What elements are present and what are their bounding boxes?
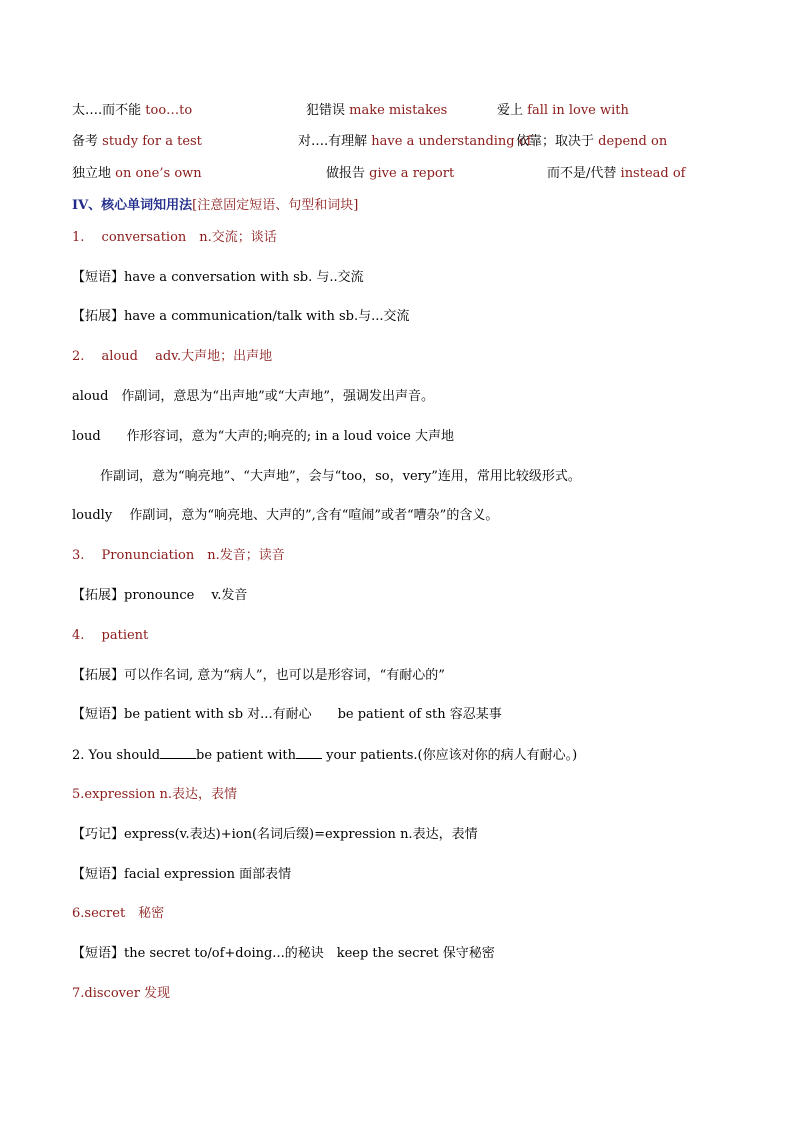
phrase-cn: 而不是/代替	[547, 166, 617, 181]
phrase-2-3	[516, 133, 667, 151]
phrase-2-1	[72, 133, 202, 151]
tip-text: express(v.表达)+ion(名词后缀)=expression n.表达，表情	[124, 827, 478, 842]
item-2-aloud: aloud 作副词，意思为“出声地”或“大声地”，强调发出声音。	[72, 389, 435, 404]
item-5-tip	[72, 826, 478, 844]
section-note: [注意固定短语、句型和词块]	[192, 198, 359, 213]
phrase-cn: 太….而不能	[72, 103, 142, 118]
tag-label: 【短语】	[72, 270, 125, 285]
item-7-heading: 7.discover 发现	[72, 986, 171, 1001]
phrase-cn: 备考	[72, 134, 99, 149]
section-heading	[72, 197, 358, 215]
phrase-2-2	[298, 133, 531, 151]
item-1-phrase	[72, 269, 364, 287]
phrase-en: give a report	[369, 166, 455, 181]
phrase-3-1	[72, 165, 202, 183]
tag-label: 【拓展】	[72, 309, 125, 324]
section-title: IV、核心单词知用法	[72, 198, 193, 213]
item-3-extension	[72, 587, 247, 605]
extension-text: 可以作名词, 意为“病人”，也可以是形容词，“有耐心的”	[124, 668, 445, 683]
phrase-cn: 爱上	[497, 103, 524, 118]
tag-label: 【拓展】	[72, 668, 125, 683]
phrase-en: study for a test	[102, 134, 202, 149]
phrase-en: depend on	[598, 134, 668, 149]
item-1-extension	[72, 308, 410, 326]
exercise-text-c: your patients.(你应该对你的病人有耐心。)	[326, 748, 578, 763]
phrase-en: have a understanding of	[371, 134, 532, 149]
phrase-text: be patient with sb 对...有耐心 be patient of sth 容忍某事	[124, 707, 502, 722]
phrase-3-3	[547, 165, 686, 183]
phrase-cn: 依靠；取决于	[516, 134, 595, 149]
phrase-cn: 对….有理解	[298, 134, 368, 149]
extension-text: have a communication/talk with sb.与...交流	[124, 309, 410, 324]
phrase-cn: 独立地	[72, 166, 112, 181]
item-5-heading: 5.expression n.表达，表情	[72, 787, 237, 802]
phrase-1-1	[72, 102, 192, 120]
tag-label: 【拓展】	[72, 588, 125, 603]
phrase-en: fall in love with	[527, 103, 629, 118]
extension-text: pronounce v.发音	[124, 588, 248, 603]
tag-label: 【短语】	[72, 867, 125, 882]
phrase-1-3	[497, 102, 629, 120]
phrase-en: too…to	[145, 103, 193, 118]
phrase-cn: 做报告	[326, 166, 366, 181]
phrase-3-2	[326, 165, 454, 183]
phrase-text: facial expression 面部表情	[124, 867, 292, 882]
item-2-loud-adverb: 作副词，意为“响亮地”、“大声地”，会与“too，so，very”连用，常用比较级形式。	[100, 469, 581, 484]
phrase-en: instead of	[620, 166, 686, 181]
phrase-en: make mistakes	[349, 103, 448, 118]
phrase-text: have a conversation with sb. 与..交流	[124, 270, 364, 285]
item-6-heading: 6.secret 秘密	[72, 906, 165, 921]
phrase-text: the secret to/of+doing...的秘诀 keep the secret 保守秘密	[124, 946, 495, 961]
item-4-phrase	[72, 706, 502, 724]
tag-label: 【短语】	[72, 946, 125, 961]
item-6-phrase	[72, 945, 495, 963]
tag-label: 【巧记】	[72, 827, 125, 842]
item-2-loud: loud 作形容词，意为“大声的;响亮的; in a loud voice 大声地	[72, 429, 455, 444]
item-4-exercise	[72, 746, 577, 765]
item-2-heading: 2. aloud adv.大声地；出声地	[72, 349, 273, 364]
item-4-heading: 4. patient	[72, 628, 149, 643]
item-1-heading: 1. conversation n.交流；谈话	[72, 230, 277, 245]
answer-blank-2[interactable]	[296, 746, 322, 759]
answer-blank-1[interactable]	[160, 746, 196, 759]
exercise-text-b: be patient with	[196, 748, 296, 763]
item-5-phrase	[72, 866, 291, 884]
tag-label: 【短语】	[72, 707, 125, 722]
phrase-1-2	[306, 102, 447, 120]
item-4-extension	[72, 667, 445, 685]
item-2-loudly: loudly 作副词，意为“响亮地、大声的”,含有“喧闹”或者“嘈杂”的含义。	[72, 508, 499, 523]
item-3-heading: 3. Pronunciation n.发音；读音	[72, 548, 285, 563]
phrase-cn: 犯错误	[306, 103, 346, 118]
exercise-text-a: 2. You should	[72, 748, 161, 763]
phrase-en: on one’s own	[115, 166, 202, 181]
